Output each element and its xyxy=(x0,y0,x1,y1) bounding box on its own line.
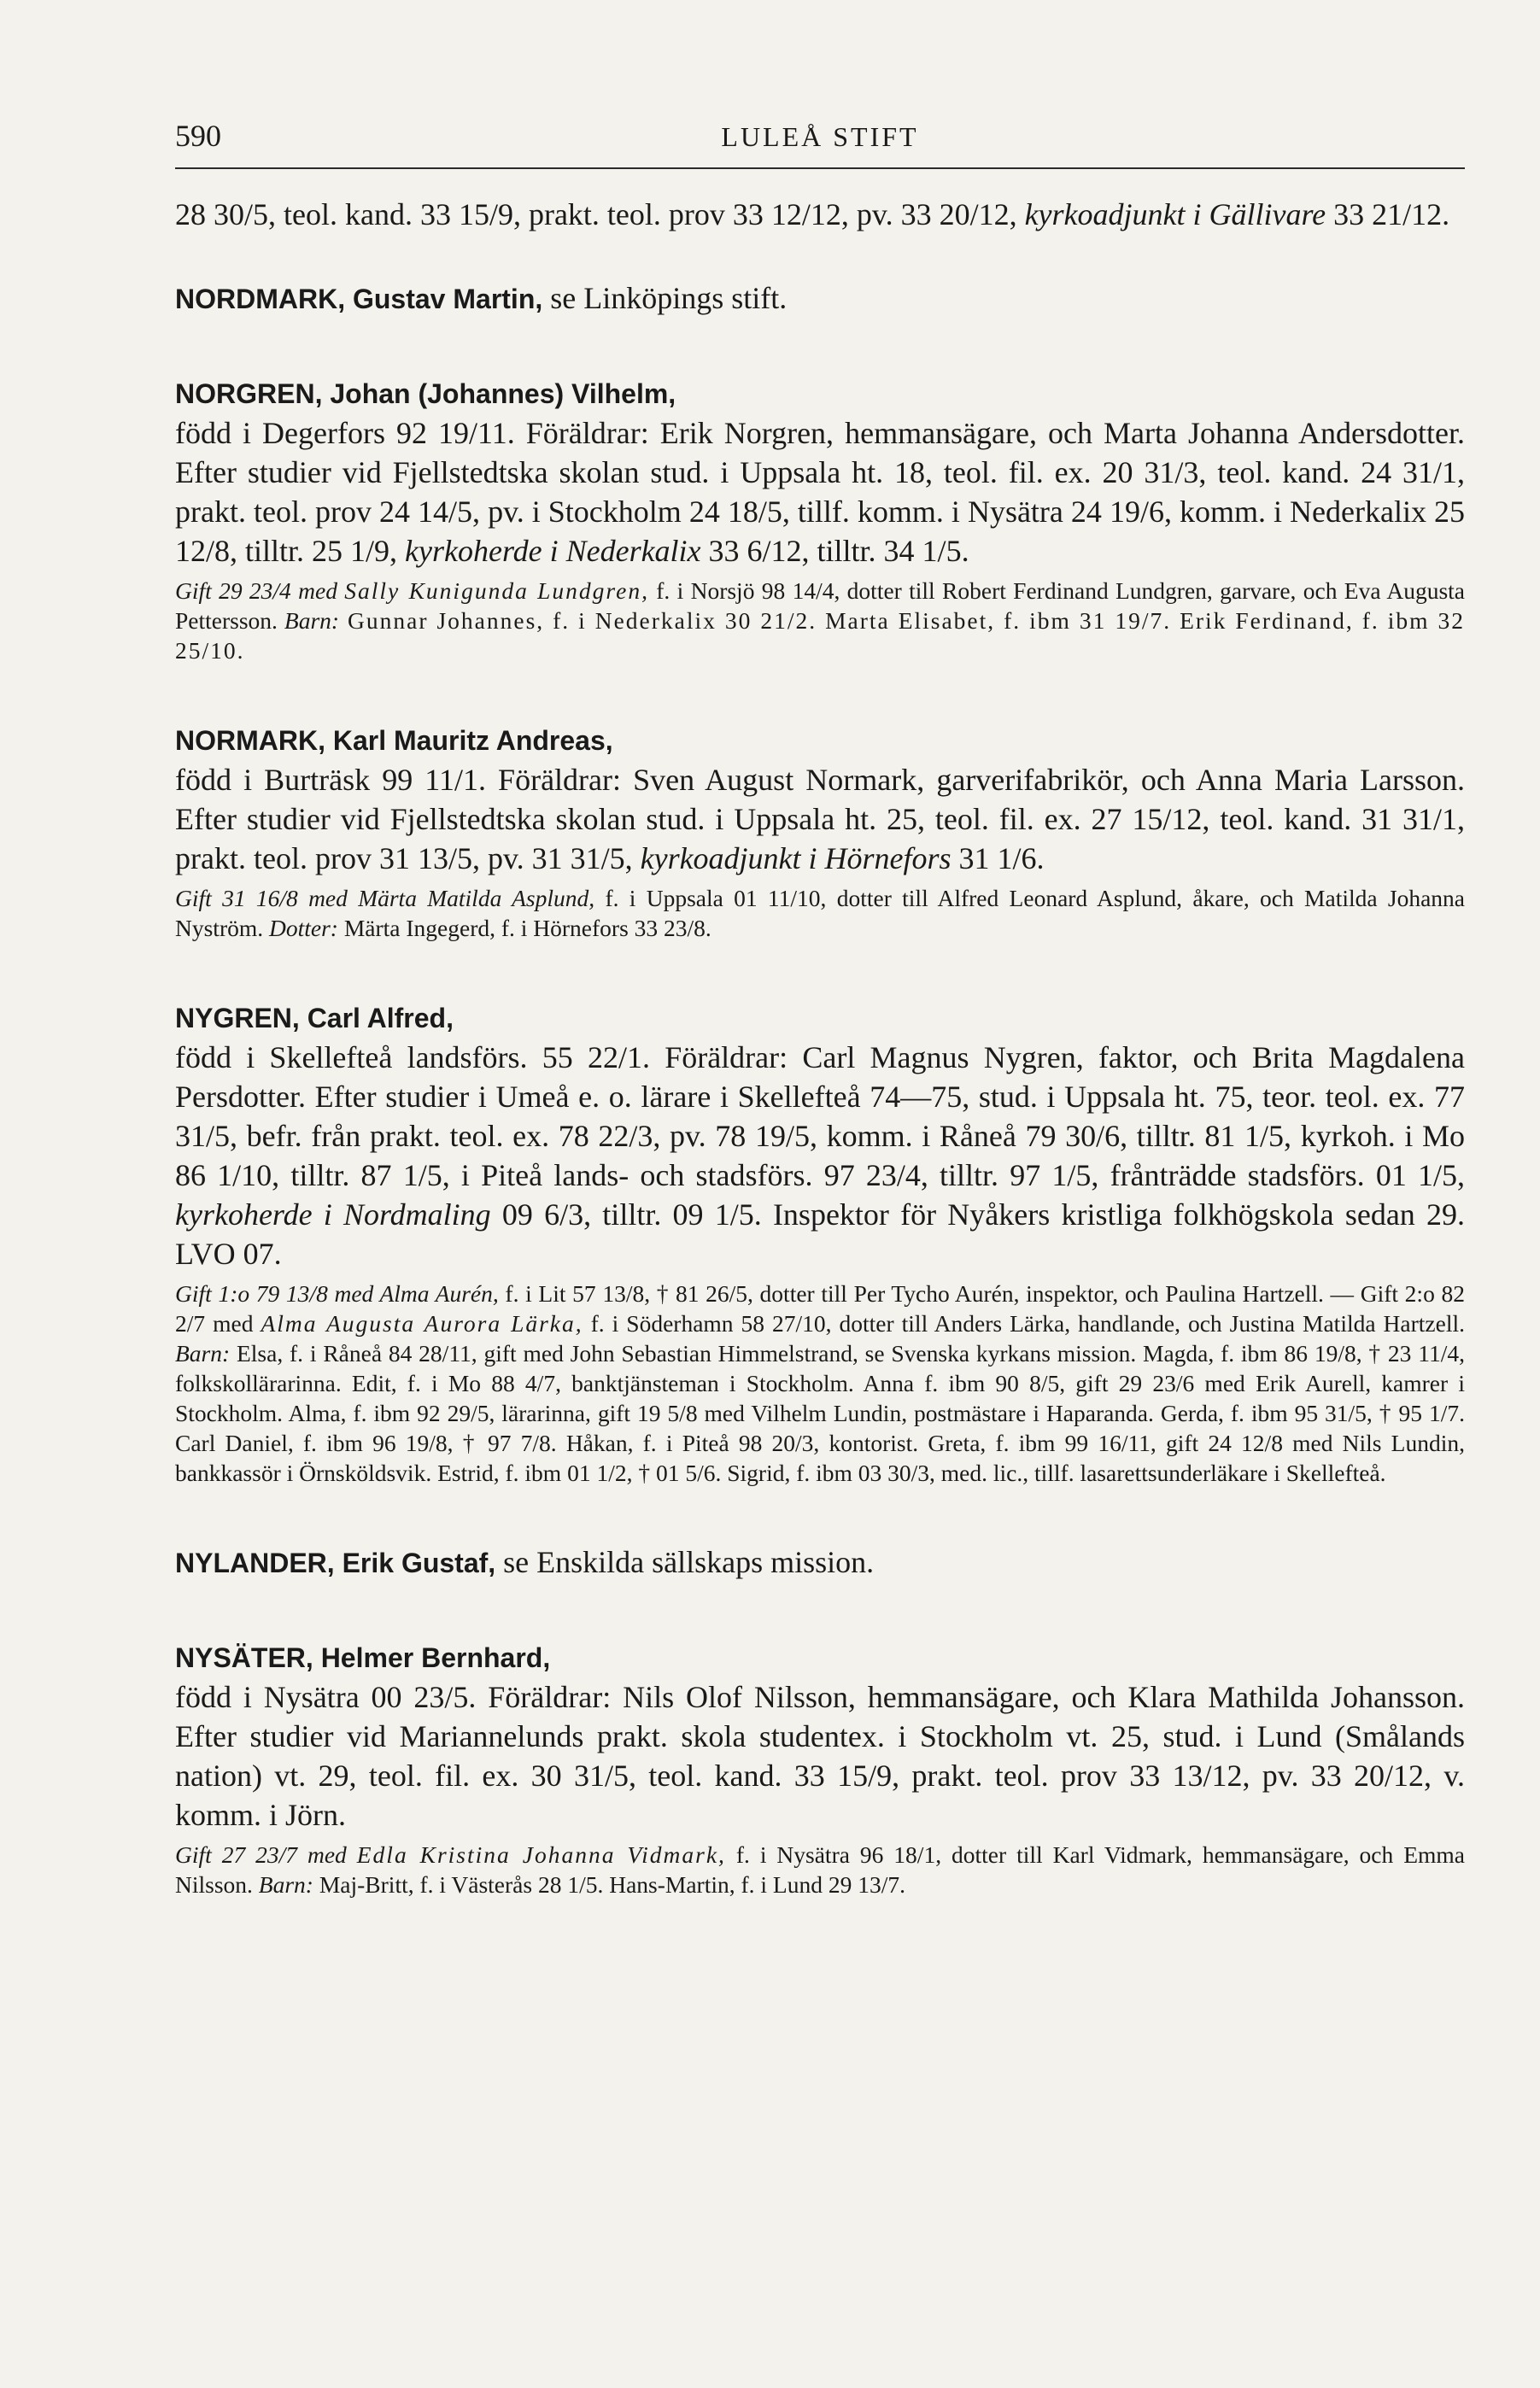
family-info xyxy=(175,1279,1465,1488)
entry-normark xyxy=(175,720,1465,943)
entry-head xyxy=(175,1542,1465,1583)
header-rule xyxy=(175,167,1465,169)
spouse-name: Edla Kristina Johanna Vidmark, xyxy=(356,1841,726,1868)
running-title: LULEÅ STIFT xyxy=(721,121,919,152)
children-text: Elsa, f. i Råneå 84 28/11, gift med John Sebastian Himmelstrand, se Svenska kyrkans mission. Magda, f. ibm 86 19/8, † 23 11/4, folkskollärarinna. Edit, f. i Mo 88 4/7, banktjänsteman i Stockholm. Anna f. ibm 90 8/5, gift 29 23/6 med Erik Aurell, kamrer i Stockholm. Alma, f. ibm 92 29/5, lärarinna, gift 19 5/8 med Vilhelm Lundin, postmästare i Haparanda. Gerda, f. ibm 95 31/5, † 95 1/7. Carl Daniel, f. ibm 96 19/8, † 97 7/8. Håkan, f. i Piteå 98 20/3, kontorist. Greta, f. ibm 99 16/11, gift 24 12/8 med Nils Lundin, bankkassör i Örnsköldsvik. Estrid, f. ibm 01 1/2, † 01 5/6. Sigrid, f. ibm 03 30/3, med. lic., tillf. lasarettsunderläkare i Skellefteå. xyxy=(175,1340,1465,1486)
position-title: kyrkoadjunkt i Gällivare xyxy=(1024,197,1326,231)
entry-head xyxy=(175,720,1465,760)
family-text: f. i Lit 57 13/8, † 81 26/5, dotter till Per Tycho Aurén, inspektor, och Paulina Hartzell. — Gift 2:o 82 2/7 med xyxy=(175,1280,1465,1337)
entry-name: NYLANDER, Erik Gustaf, xyxy=(175,1548,496,1578)
children-text: Märta Ingegerd, f. i Hörnefors 33 23/8. xyxy=(337,915,711,941)
family-text: Gift 1:o 79 13/8 med xyxy=(175,1280,380,1307)
body-text: 28 30/5, teol. kand. 33 15/9, prakt. teol. prov 33 12/12, pv. 33 20/12, xyxy=(175,197,1025,231)
entry-name: NYSÄTER, Helmer Bernhard, xyxy=(175,1642,551,1673)
entry-name: NORMARK, Karl Mauritz Andreas, xyxy=(175,725,613,756)
children-label: Barn: xyxy=(258,1871,313,1898)
family-text: Gift 31 16/8 med xyxy=(175,885,359,911)
entry-nysater xyxy=(175,1637,1465,1899)
children-text: Gunnar Johannes, f. i Nederkalix 30 21/2. Marta Elisabet, f. ibm 31 19/7. Erik Ferdinand, f. ibm 32 25/10. xyxy=(175,607,1465,664)
entry-name: NYGREN, Carl Alfred, xyxy=(175,1003,454,1033)
children-label: Barn: xyxy=(284,607,340,634)
children-label: Barn: xyxy=(175,1340,231,1367)
family-text: Gift 27 23/7 med xyxy=(175,1841,357,1868)
spouse-name: Alma Augusta Aurora Lärka, xyxy=(261,1310,583,1337)
family-text: f. i Uppsala 01 11/10, dotter till Alfred Leonard Asplund, åkare, och Matilda Johanna Nyström. xyxy=(175,885,1465,941)
entry-head xyxy=(175,278,1465,319)
children-label: Dotter: xyxy=(269,915,338,941)
page-header xyxy=(175,118,1465,161)
body-text: född i Burträsk 99 11/1. Föräldrar: Sven August Normark, garverifabrikör, och Anna Maria Larsson. Efter studier vid Fjellstedtska skolan stud. i Uppsala ht. 25, teol. fil. ex. 27 15/12, teol. kand. 31 31/1, prakt. teol. prov 31 13/5, pv. 31 31/5, xyxy=(175,763,1465,875)
body-text: född i Skellefteå landsförs. 55 22/1. Föräldrar: Carl Magnus Nygren, faktor, och Brita Magdalena Persdotter. Efter studier i Umeå e. o. lärare i Skellefteå 74—75, stud. i Uppsala ht. 75, teor. teol. ex. 77 31/5, befr. från prakt. teol. ex. 78 22/3, pv. 78 19/5, komm. i Råneå 79 30/6, tilltr. 81 1/5, kyrkoh. i Mo 86 1/10, tilltr. 87 1/5, i Piteå lands- och stadsförs. 97 23/4, tilltr. 97 1/5, frånträdde stadsförs. 01 1/5, xyxy=(175,1040,1465,1192)
entry-head xyxy=(175,998,1465,1038)
spouse-name: Märta Matilda Asplund, xyxy=(358,885,595,911)
cross-reference: se Linköpings stift. xyxy=(542,281,788,315)
entry-norgren xyxy=(175,373,1465,665)
position-title: kyrkoherde i Nordmaling xyxy=(175,1197,491,1232)
entry-name: NORDMARK, Gustav Martin, xyxy=(175,284,543,314)
position-title: kyrkoadjunkt i Hörnefors xyxy=(640,841,952,875)
entry-body: född i Nysätra 00 23/5. Föräldrar: Nils Olof Nilsson, hemmansägare, och Klara Mathilda Johansson. Efter studier vid Mariannelunds prakt. skola studentex. i Stockholm vt. 25, stud. i Lund (Smålands nation) vt. 29, teol. fil. ex. 30 31/5, teol. kand. 33 15/9, prakt. teol. prov 33 13/12, pv. 33 20/12, v. komm. i Jörn. xyxy=(175,1680,1465,1832)
entry-nylander xyxy=(175,1542,1465,1583)
body-text: född i Degerfors 92 19/11. Föräldrar: Erik Norgren, hemmansägare, och Marta Johanna Andersdotter. Efter studier vid Fjellstedtska skolan stud. i Uppsala ht. 18, teol. fil. ex. 20 31/3, teol. kand. 24 31/1, prakt. teol. prov 24 14/5, pv. i Stockholm 24 18/5, tillf. komm. i Nysätra 24 19/6, komm. i Nederkalix 25 12/8, tilltr. 25 1/9, xyxy=(175,416,1465,568)
family-text: f. i Söderhamn 58 27/10, dotter till Anders Lärka, handlande, och Justina Matilda Hartzell. xyxy=(583,1310,1465,1337)
page-number: 590 xyxy=(175,119,221,153)
entry-name: NORGREN, Johan (Johannes) Vilhelm, xyxy=(175,378,676,409)
entry-body xyxy=(175,1038,1465,1273)
page-content xyxy=(175,195,1465,1954)
entry-continued xyxy=(175,195,1465,234)
body-text: 09 6/3, tilltr. 09 1/5. Inspektor för Nyåkers kristliga folkhögskola sedan 29. LVO 07. xyxy=(175,1197,1466,1271)
family-text: f. i Norsjö 98 14/4, dotter till Robert Ferdinand Lundgren, garvare, och Eva Augusta Pettersson. xyxy=(175,577,1465,634)
body-text: 33 21/12. xyxy=(1326,197,1450,231)
family-info xyxy=(175,576,1465,665)
spouse-name: Sally Kunigunda Lundgren, xyxy=(344,577,649,604)
family-info xyxy=(175,883,1465,943)
entry-body xyxy=(175,760,1465,878)
entry-head xyxy=(175,1637,1465,1677)
body-text: 33 6/12, tilltr. 34 1/5. xyxy=(700,534,969,568)
family-text: f. i Nysätra 96 18/1, dotter till Karl Vidmark, hemmansägare, och Emma Nilsson. xyxy=(175,1841,1465,1898)
children-text: Maj-Britt, f. i Västerås 28 1/5. Hans-Martin, f. i Lund 29 13/7. xyxy=(313,1871,905,1898)
body-text: 31 1/6. xyxy=(951,841,1045,875)
cross-reference: se Enskilda sällskaps mission. xyxy=(495,1545,875,1579)
entry-nordmark xyxy=(175,278,1465,319)
family-text: Gift 29 23/4 med xyxy=(175,577,345,604)
entry-head xyxy=(175,373,1465,413)
entry-body xyxy=(175,413,1465,571)
spouse-name: Alma Aurén, xyxy=(379,1280,499,1307)
family-info xyxy=(175,1840,1465,1899)
entry-nygren xyxy=(175,998,1465,1488)
position-title: kyrkoherde i Nederkalix xyxy=(405,534,701,568)
entry-body xyxy=(175,195,1465,234)
